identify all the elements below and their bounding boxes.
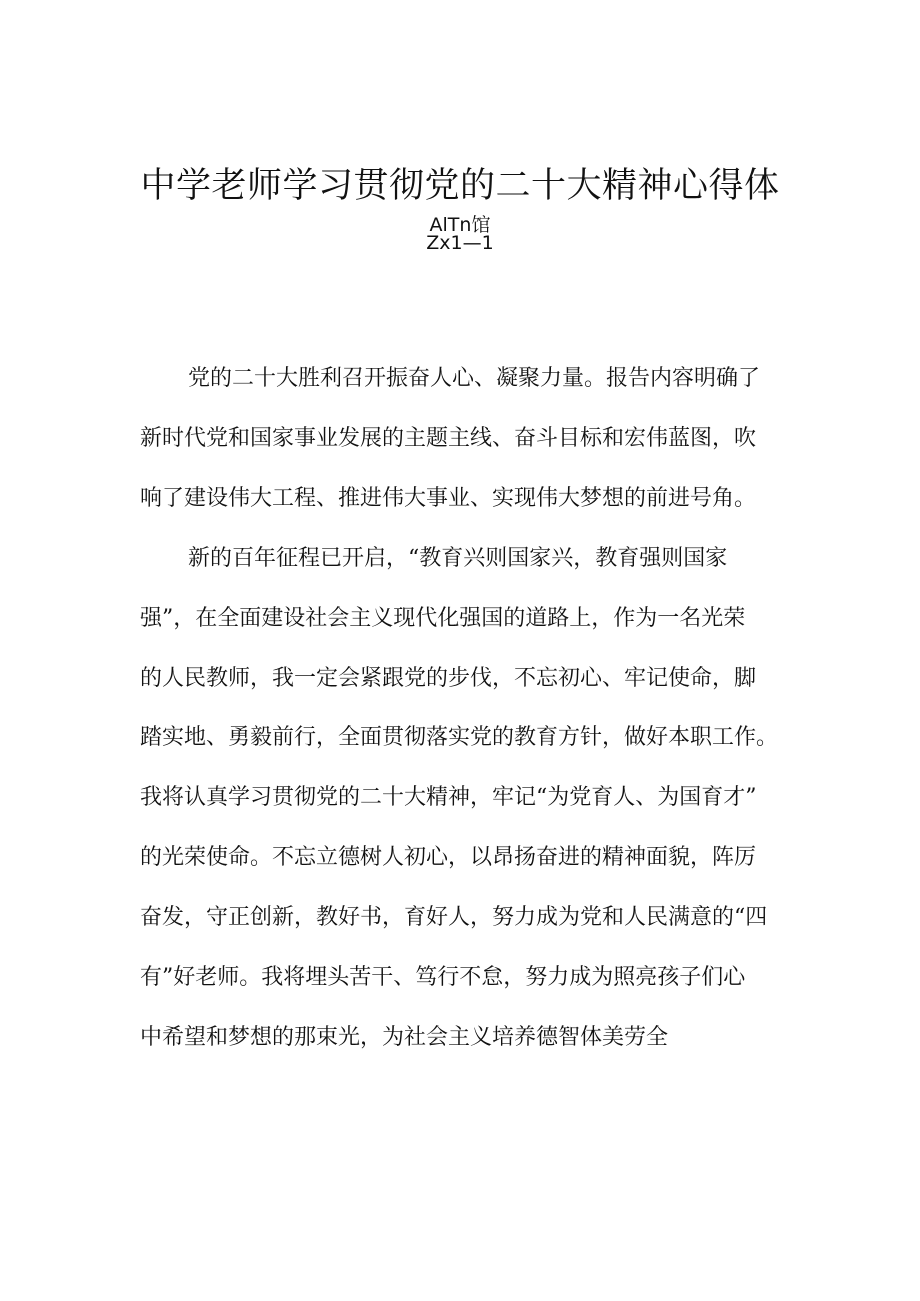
paragraph-1-line-2: 新时代党和国家事业发展的主题主线、奋斗目标和宏伟蓝图，吹 <box>140 426 757 451</box>
document-subtitle-line-1: AlTn馆 <box>429 214 491 236</box>
paragraph-2-line-5: 我将认真学习贯彻党的二十大精神，牢记“为党育人、为国育才” <box>140 785 757 810</box>
document-subtitle-line-2: Zx1—1 <box>426 232 494 254</box>
paragraph-2-line-7: 奋发，守正创新，教好书，育好人，努力成为党和人民满意的“四 <box>140 905 768 930</box>
paragraph-2-line-8: 有”好老师。我将埋头苦干、笃行不怠，努力成为照亮孩子们心 <box>140 965 746 990</box>
paragraph-2-line-4: 踏实地、勇毅前行，全面贯彻落实党的教育方针，做好本职工作。 <box>140 725 779 750</box>
paragraph-1-line-1: 党的二十大胜利召开振奋人心、凝聚力量。报告内容明确了 <box>188 366 761 391</box>
paragraph-2-line-3: 的人民教师，我一定会紧跟党的步伐，不忘初心、牢记使命，脚 <box>140 666 757 691</box>
paragraph-2-line-6: 的光荣使命。不忘立德树人初心，以昂扬奋进的精神面貌，阵厉 <box>140 845 757 870</box>
paragraph-1-line-3: 响了建设伟大工程、推进伟大事业、实现伟大梦想的前进号角。 <box>140 486 757 511</box>
paragraph-2-line-2: 强”，在全面建设社会主义现代化强国的道路上，作为一名光荣 <box>140 606 746 631</box>
paragraph-2-line-9: 中希望和梦想的那束光，为社会主义培养德智体美劳全 <box>140 1025 669 1050</box>
document-title: 中学老师学习贯彻党的二十大精神心得体 <box>140 166 780 206</box>
paragraph-2-line-1: 新的百年征程已开启，“教育兴则国家兴，教育强则国家 <box>188 546 728 571</box>
